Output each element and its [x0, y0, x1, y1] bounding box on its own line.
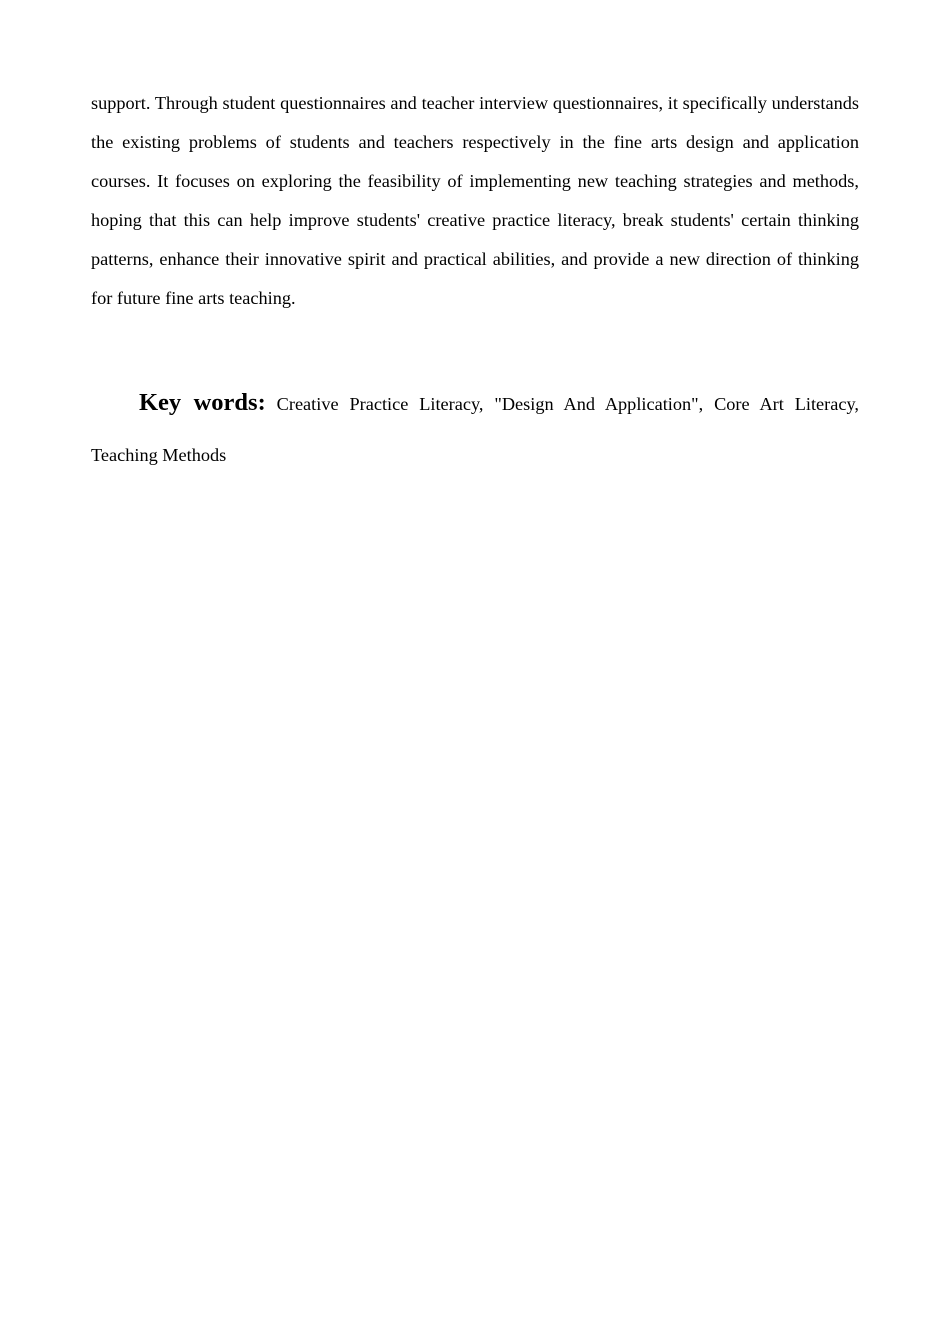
keywords-line: [91, 377, 859, 481]
abstract-paragraph: support. Through student questionnaires and teacher interview questionnaires, it specifically understands the existing problems of students and teachers respectively in the fine arts design and application courses. It focuses on exploring the feasibility of implementing new teaching strategies and methods, hoping that this can help improve students' creative practice literacy, break students' certain thinking patterns, enhance their innovative spirit and practical abilities, and provide a new direction of thinking for future fine arts teaching.: [91, 93, 859, 308]
keywords-text: Creative Practice Literacy, "Design And Application", Core Art Literacy, Teaching Methods: [91, 394, 859, 465]
keywords-label: Key words:: [139, 389, 266, 416]
